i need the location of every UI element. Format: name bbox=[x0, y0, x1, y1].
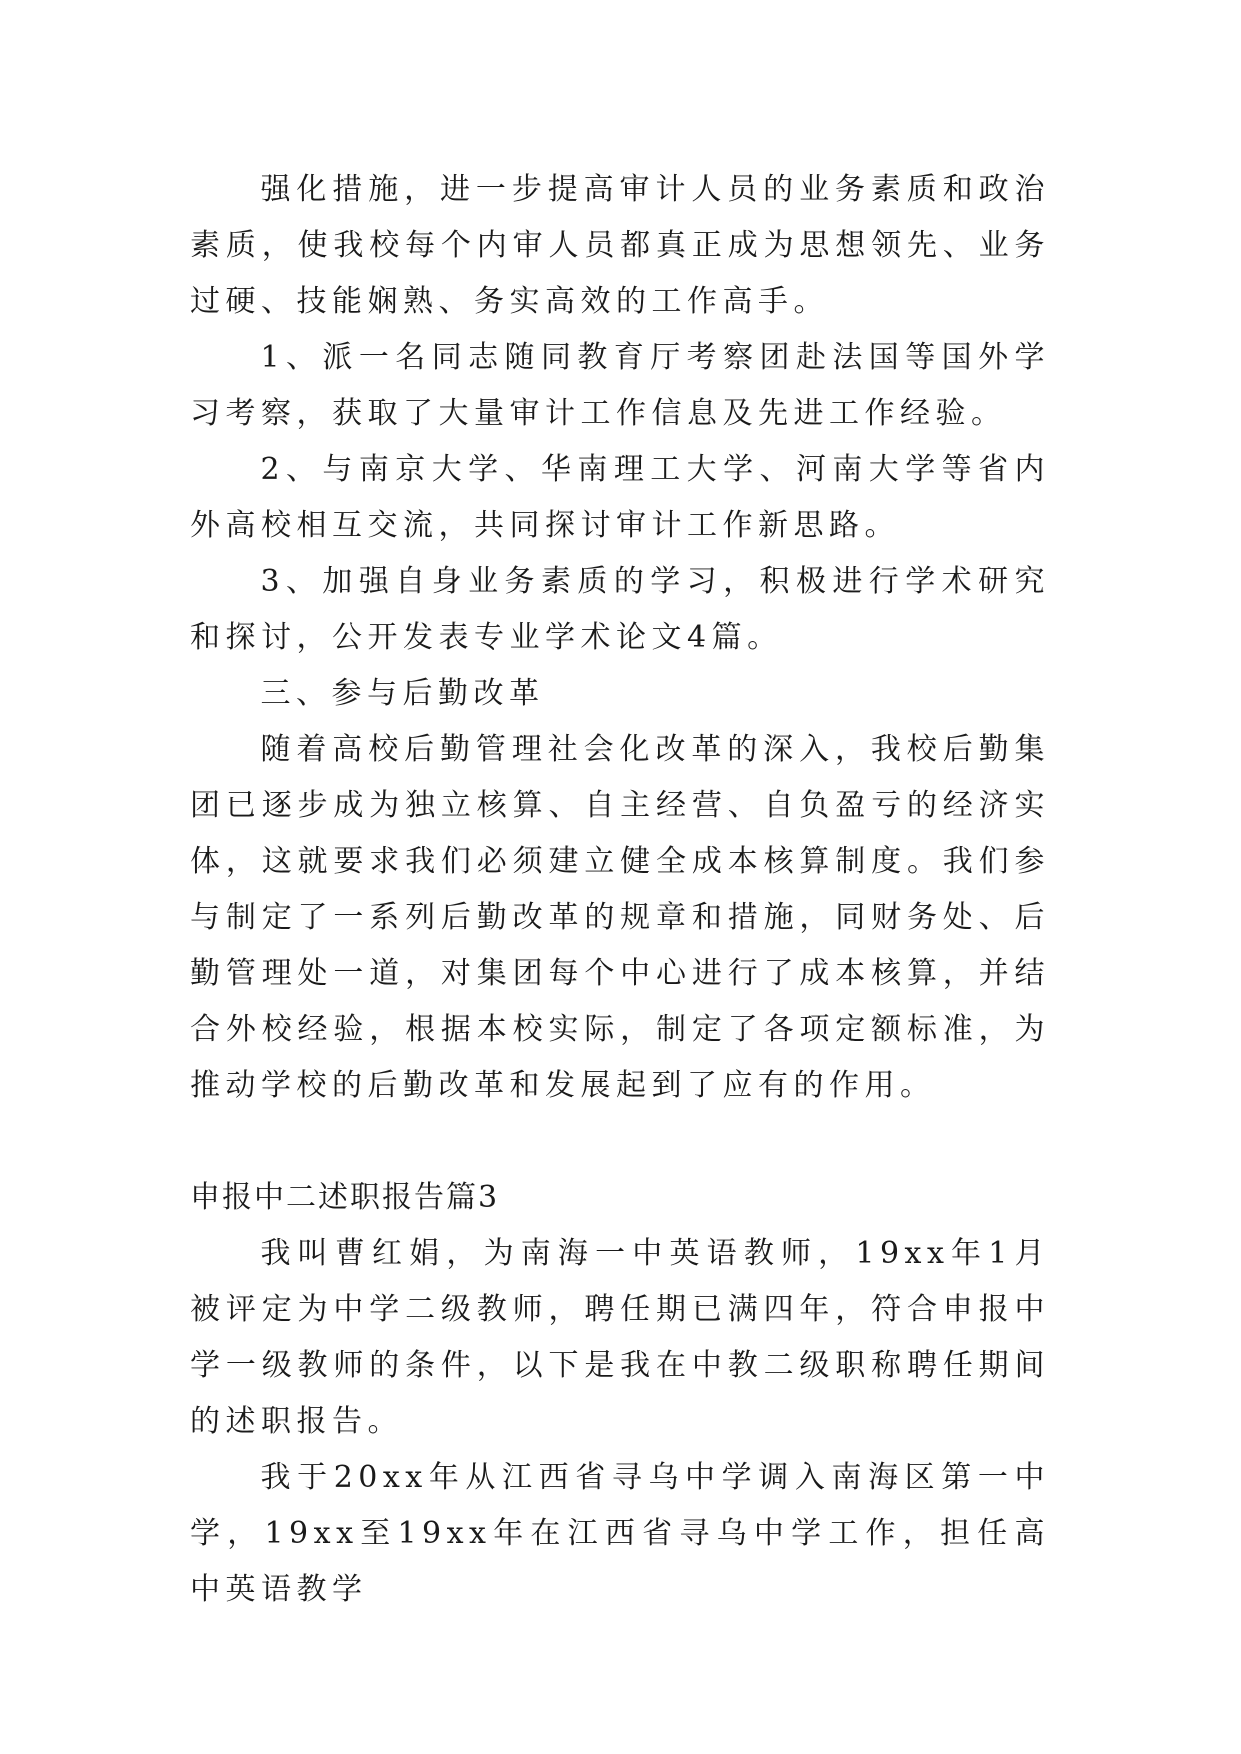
document-body bbox=[190, 162, 1050, 1618]
section-subheading: 三、参与后勤改革 bbox=[260, 676, 545, 711]
paragraph: 3、加强自身业务素质的学习，积极进行学术研究和探讨，公开发表专业学术论文4篇。 bbox=[190, 564, 1050, 655]
section-heading: 申报中二述职报告篇3 bbox=[190, 1180, 500, 1215]
paragraph: 我叫曹红娟，为南海一中英语教师，19xx年1月被评定为中学二级教师，聘任期已满四年，符合申报中学一级教师的条件，以下是我在中教二级职称聘任期间的述职报告。 bbox=[190, 1236, 1050, 1439]
paragraph: 随着高校后勤管理社会化改革的深入，我校后勤集团已逐步成为独立核算、自主经营、自负盈亏的经济实体，这就要求我们必须建立健全成本核算制度。我们参与制定了一系列后勤改革的规章和措施，同财务处、后勤管理处一道，对集团每个中心进行了成本核算，并结合外校经验，根据本校实际，制定了各项定额标准，为推动学校的后勤改革和发展起到了应有的作用。 bbox=[190, 732, 1050, 1103]
paragraph: 我于20xx年从江西省寻乌中学调入南海区第一中学，19xx至19xx年在江西省寻乌中学工作，担任高中英语教学 bbox=[190, 1460, 1050, 1607]
spacer bbox=[190, 1114, 1050, 1170]
paragraph: 强化措施，进一步提高审计人员的业务素质和政治素质，使我校每个内审人员都真正成为思想领先、业务过硬、技能娴熟、务实高效的工作高手。 bbox=[190, 172, 1050, 319]
paragraph: 2、与南京大学、华南理工大学、河南大学等省内外高校相互交流，共同探讨审计工作新思路。 bbox=[190, 452, 1050, 543]
paragraph: 1、派一名同志随同教育厅考察团赴法国等国外学习考察，获取了大量审计工作信息及先进工作经验。 bbox=[190, 340, 1050, 431]
